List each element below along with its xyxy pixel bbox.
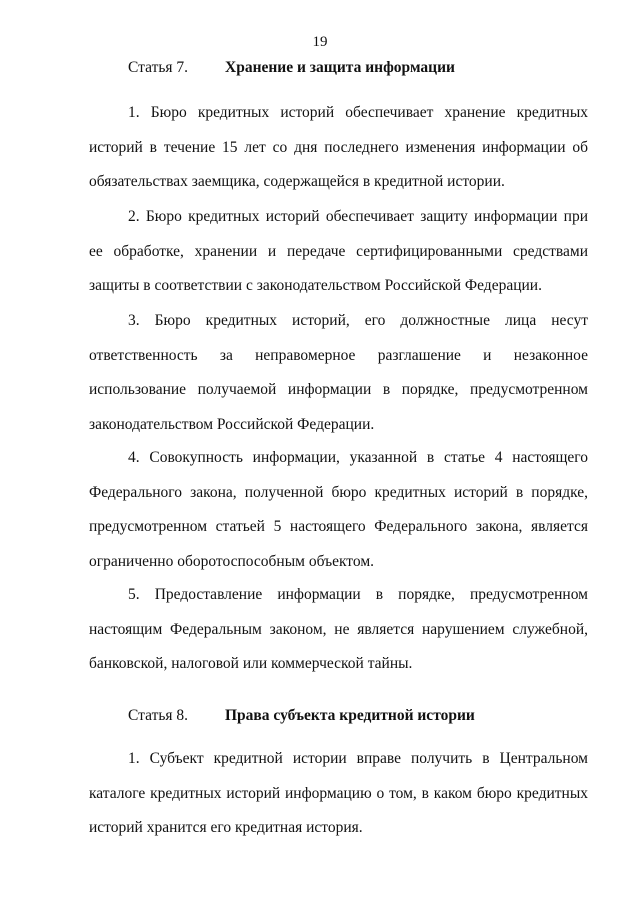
page-number: 19 <box>312 34 328 50</box>
article-label: Статья 7. <box>128 59 189 76</box>
article-7-paragraph-4: 4. Совокупность информации, указанной в статье 4 настоящего Федерального закона, полученной бюро кредитных историй в порядке, предусмотренном статьей 5 настоящего Федерального закона, является ограниченно оборотоспособным объектом. <box>89 449 588 570</box>
article-title: Хранение и защита информации <box>225 59 455 76</box>
article-8-paragraph-1: 1. Субъект кредитной истории вправе получить в Центральном каталоге кредитных историй информацию о том, в каком бюро кредитных историй хранится его кредитная история. <box>89 750 588 836</box>
article-8-heading <box>128 707 475 725</box>
article-7-paragraph-2: 2. Бюро кредитных историй обеспечивает защиту информации при ее обработке, хранении и передаче сертифицированными средствами защиты в соответствии с законодательством Российской Федерации. <box>89 208 588 294</box>
article-7-paragraph-3: 3. Бюро кредитных историй, его должностные лица несут ответственность за неправомерное разглашение и незаконное использование получаемой информации в порядке, предусмотренном законодательством Российской Федерации. <box>89 312 588 433</box>
article-7-heading <box>128 59 455 77</box>
article-label: Статья 8. <box>128 707 189 724</box>
article-7-paragraph-1: 1. Бюро кредитных историй обеспечивает хранение кредитных историй в течение 15 лет со дня последнего изменения информации об обязательствах заемщика, содержащейся в кредитной истории. <box>89 104 588 190</box>
article-title: Права субъекта кредитной истории <box>225 707 475 724</box>
article-7-paragraph-5: 5. Предоставление информации в порядке, предусмотренном настоящим Федеральным законом, не является нарушением служебной, банковской, налоговой или коммерческой тайны. <box>89 586 588 672</box>
